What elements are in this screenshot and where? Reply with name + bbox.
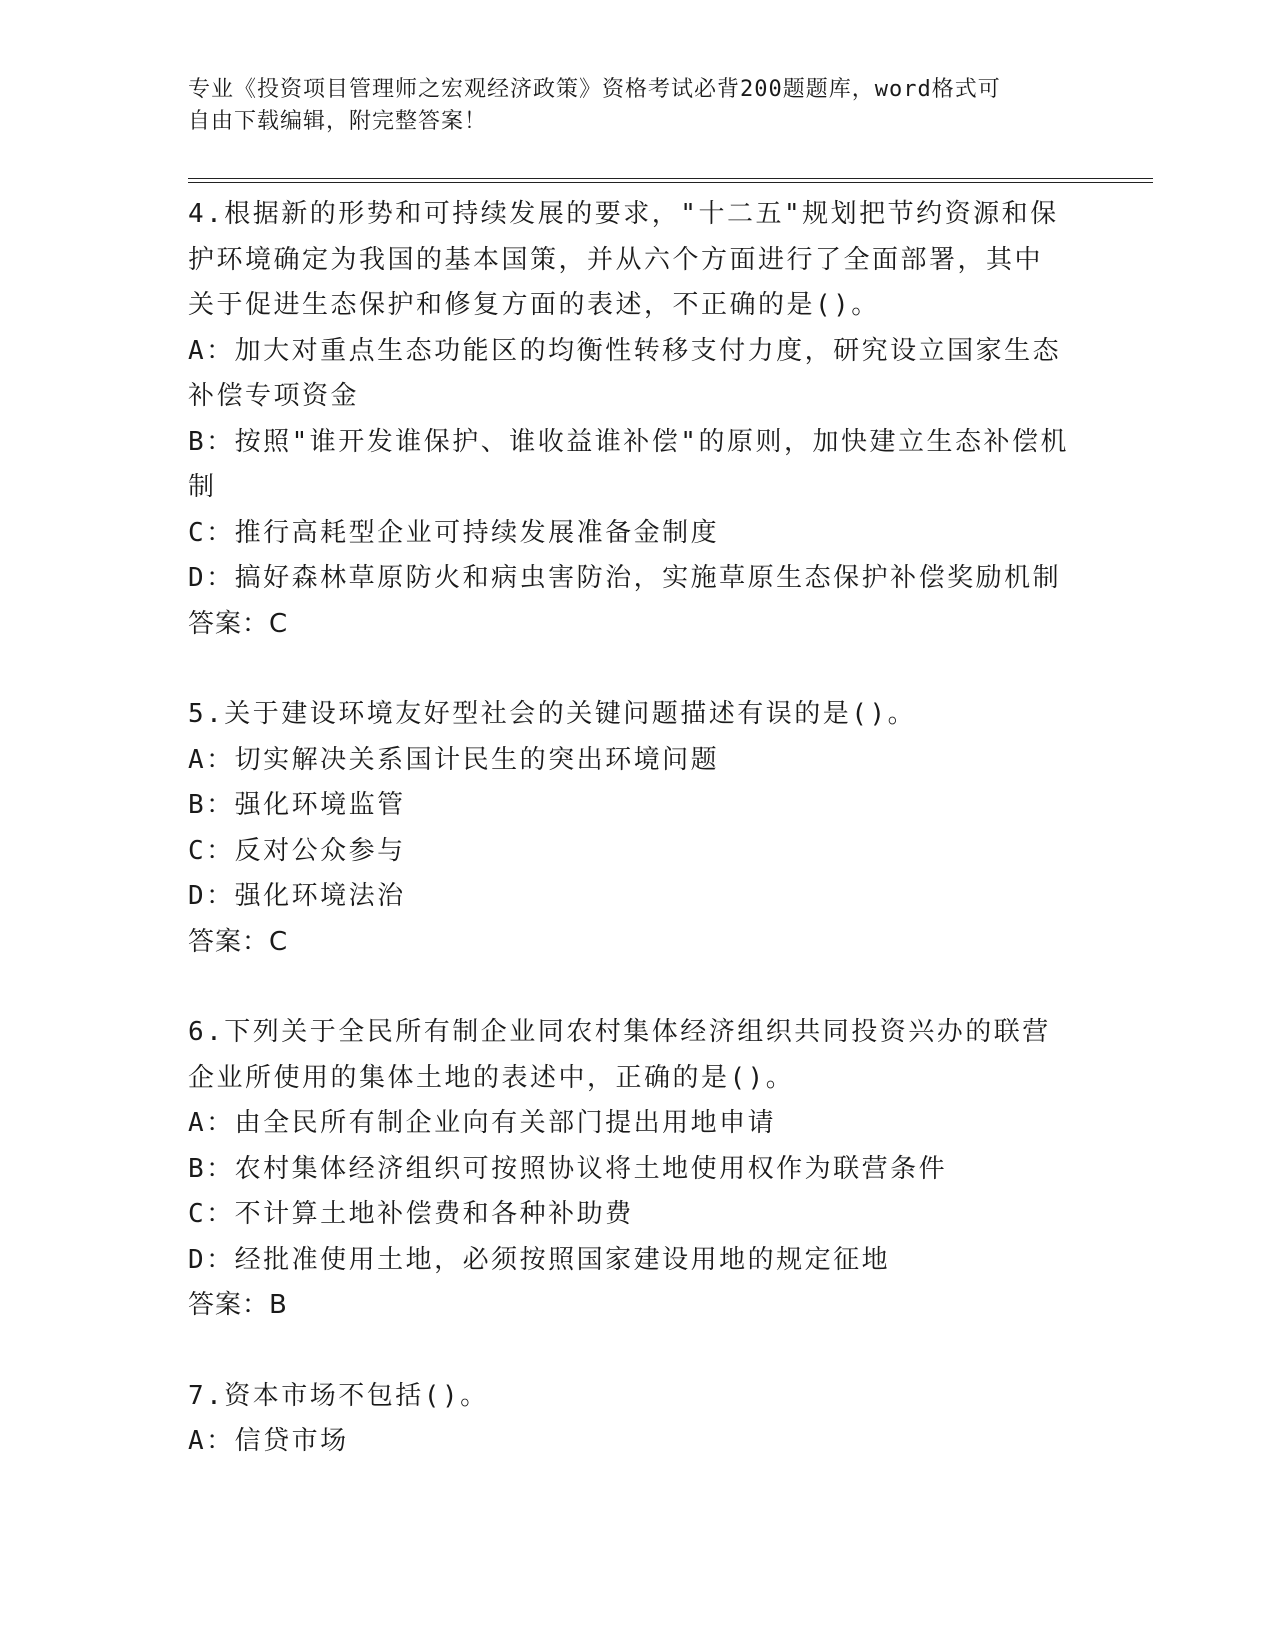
header-divider <box>188 178 1153 183</box>
question-stem-line: 5.关于建设环境友好型社会的关键问题描述有误的是()。 <box>188 699 917 729</box>
option-b: B：按照"谁开发谁保护、谁收益谁补偿"的原则，加快建立生态补偿机 <box>188 426 1069 457</box>
option-a: A：信贷市场 <box>188 1426 349 1456</box>
question-6 <box>188 1010 1088 1329</box>
question-4 <box>188 192 1088 647</box>
document-header <box>188 74 1088 138</box>
option-a: A：由全民所有制企业向有关部门提出用地申请 <box>188 1108 777 1138</box>
option-c: C：不计算土地补偿费和各种补助费 <box>188 1199 634 1229</box>
question-stem-line: 7.资本市场不包括()。 <box>188 1380 489 1411</box>
question-stem-line: 4.根据新的形势和可持续发展的要求，"十二五"规划把节约资源和保 <box>188 199 1059 229</box>
question-list <box>188 192 1088 1465</box>
question-stem-line: 6.下列关于全民所有制企业同农村集体经济组织共同投资兴办的联营 <box>188 1017 1051 1047</box>
question-stem-line: 护环境确定为我国的基本国策，并从六个方面进行了全面部署，其中 <box>188 244 1044 275</box>
answer-label: 答案：C <box>188 608 289 639</box>
question-7 <box>188 1374 1088 1465</box>
answer-label: 答案：B <box>188 1290 288 1320</box>
option-d: D：强化环境法治 <box>188 881 406 911</box>
header-line-1: 专业《投资项目管理师之宏观经济政策》资格考试必背200题题库，word格式可 <box>188 77 1001 102</box>
option-b: B：农村集体经济组织可按照协议将土地使用权作为联营条件 <box>188 1153 948 1184</box>
option-a: A：加大对重点生态功能区的均衡性转移支付力度，研究设立国家生态 <box>188 335 1062 366</box>
header-line-2: 自由下载编辑，附完整答案！ <box>188 109 488 134</box>
option-a: A：切实解决关系国计民生的突出环境问题 <box>188 744 720 775</box>
answer-label: 答案：C <box>188 926 289 957</box>
question-stem-line: 企业所使用的集体土地的表述中，正确的是()。 <box>188 1062 795 1093</box>
option-a-continued: 补偿专项资金 <box>188 381 360 411</box>
question-5 <box>188 692 1088 965</box>
option-b-continued: 制 <box>188 472 217 502</box>
option-d: D：搞好森林草原防火和病虫害防治，实施草原生态保护补偿奖励机制 <box>188 563 1062 593</box>
option-b: B：强化环境监管 <box>188 790 406 820</box>
option-d: D：经批准使用土地，必须按照国家建设用地的规定征地 <box>188 1244 891 1275</box>
option-c: C：反对公众参与 <box>188 835 406 866</box>
option-c: C：推行高耗型企业可持续发展准备金制度 <box>188 517 720 548</box>
question-stem-line: 关于促进生态保护和修复方面的表述，不正确的是()。 <box>188 290 880 320</box>
